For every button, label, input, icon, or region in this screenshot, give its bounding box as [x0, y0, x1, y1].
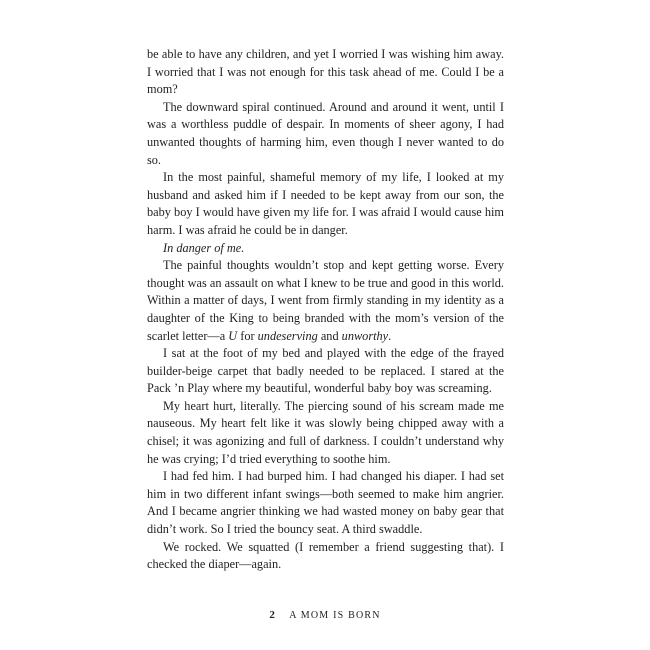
- page-number: 2: [269, 609, 277, 621]
- paragraph: I sat at the foot of my bed and played with the edge of the frayed builder-beige carpet that badly needed to be replaced. I stared at the Pack ’n Play where my beautiful, wonderful baby boy was screaming.: [147, 346, 504, 396]
- italic-word: U: [228, 328, 238, 343]
- paragraph: I had fed him. I had burped him. I had changed his diaper. I had set him in two different infant swings—both seemed to make him angrier. And I became angrier thinking we had wasted money on baby gear that didn’t work. So I tried the bouncy seat. A third swaddle.: [147, 469, 504, 537]
- paragraph-text: .: [388, 328, 392, 343]
- paragraph-text: for: [237, 328, 258, 343]
- paragraph: [147, 257, 504, 345]
- paragraph-text: and: [317, 328, 342, 343]
- paragraph: In the most painful, shameful memory of my life, I looked at my husband and asked him if I needed to be kept away from our son, the baby boy I would have given my life for. I was afraid I would cause him harm. I was afraid he could be in danger.: [147, 170, 504, 237]
- italic-word: unworthy: [341, 328, 389, 343]
- paragraph: be able to have any children, and yet I worried I was wishing him away. I worried that I was not enough for this task ahead of me. Could I be a mom?: [147, 47, 504, 97]
- page-footer: [0, 609, 650, 621]
- running-title: A MOM IS BORN: [289, 610, 381, 621]
- paragraph: The downward spiral continued. Around and around it went, until I was a worthless puddle of despair. In moments of sheer agony, I had unwanted thoughts of harming him, even though I never wanted to do so.: [147, 99, 504, 167]
- paragraph-text: The painful thoughts wouldn’t stop and kept getting worse. Every thought was an assault on what I knew to be true and good in this world. Within a matter of days, I went from firmly standing in my identity as a daughter of the King to being branded with the mom’s version of the scarlet letter—a: [147, 258, 504, 343]
- body-text: [147, 46, 504, 574]
- italic-line: In danger of me.: [163, 240, 245, 255]
- paragraph-italic: [147, 240, 504, 258]
- italic-word: undeserving: [257, 328, 318, 343]
- paragraph: My heart hurt, literally. The piercing sound of his scream made me nauseous. My heart felt like it was slowly being chipped away with a chisel; it was agonizing and full of darkness. I couldn’t understand why he was crying; I’d tried everything to soothe him.: [147, 398, 504, 466]
- paragraph: We rocked. We squatted (I remember a friend suggesting that). I checked the diaper—again.: [147, 539, 504, 572]
